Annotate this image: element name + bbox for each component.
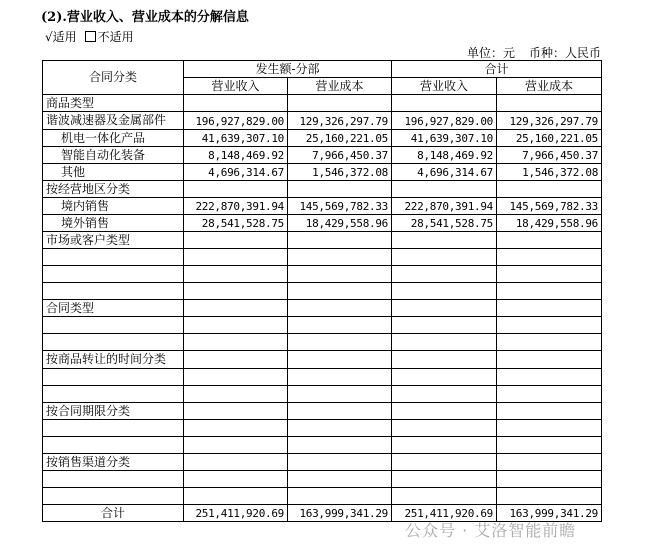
value-cell bbox=[497, 454, 602, 471]
row-label: 市场或客户类型 bbox=[43, 232, 184, 249]
table-row bbox=[43, 420, 602, 437]
value-cell: 222,870,391.94 bbox=[184, 198, 288, 215]
subcol-header: 营业收入 bbox=[392, 78, 497, 95]
value-cell bbox=[497, 95, 602, 112]
subcol-header: 营业成本 bbox=[288, 78, 392, 95]
value-cell bbox=[184, 249, 288, 266]
value-cell bbox=[184, 95, 288, 112]
table-row bbox=[43, 334, 602, 351]
row-label: 合同类型 bbox=[43, 300, 184, 317]
value-cell bbox=[497, 317, 602, 334]
value-cell: 28,541,528.75 bbox=[392, 215, 497, 232]
value-cell bbox=[497, 437, 602, 454]
value-cell bbox=[497, 232, 602, 249]
value-cell bbox=[288, 232, 392, 249]
row-label bbox=[43, 420, 184, 437]
value-cell bbox=[184, 369, 288, 386]
table-row bbox=[43, 454, 602, 471]
value-cell: 4,696,314.67 bbox=[184, 164, 288, 181]
value-cell bbox=[184, 266, 288, 283]
row-label: 合计 bbox=[43, 505, 184, 522]
value-cell bbox=[288, 369, 392, 386]
value-cell bbox=[184, 181, 288, 198]
unit-line bbox=[467, 44, 601, 61]
unit-label: 单位：元 bbox=[466, 46, 515, 60]
value-cell bbox=[392, 300, 497, 317]
value-cell: 28,541,528.75 bbox=[184, 215, 288, 232]
table-row bbox=[43, 369, 602, 386]
contract-class-header: 合同分类 bbox=[43, 61, 184, 95]
table-row bbox=[43, 215, 602, 232]
value-cell bbox=[392, 283, 497, 300]
value-cell bbox=[497, 488, 602, 505]
value-cell: 25,160,221.05 bbox=[288, 130, 392, 147]
value-cell: 163,999,341.29 bbox=[497, 505, 602, 522]
value-cell bbox=[497, 403, 602, 420]
row-label: 按销售渠道分类 bbox=[43, 454, 184, 471]
watermark: 公众号 · 艾洛智能前瞻 bbox=[405, 521, 577, 540]
value-cell bbox=[497, 471, 602, 488]
value-cell: 196,927,829.00 bbox=[392, 112, 497, 130]
value-cell: 1,546,372.08 bbox=[288, 164, 392, 181]
value-cell bbox=[392, 266, 497, 283]
row-label: 谐波减速器及金属部件 bbox=[43, 112, 184, 130]
value-cell bbox=[497, 249, 602, 266]
table-row bbox=[43, 403, 602, 420]
value-cell bbox=[288, 95, 392, 112]
value-cell bbox=[392, 232, 497, 249]
table-row bbox=[43, 198, 602, 215]
value-cell bbox=[184, 420, 288, 437]
table-row bbox=[43, 112, 602, 130]
value-cell: 129,326,297.79 bbox=[288, 112, 392, 130]
value-cell bbox=[392, 351, 497, 369]
row-label bbox=[43, 334, 184, 351]
value-cell bbox=[392, 386, 497, 403]
value-cell bbox=[392, 95, 497, 112]
table-row bbox=[43, 317, 602, 334]
value-cell bbox=[288, 386, 392, 403]
value-cell bbox=[184, 403, 288, 420]
value-cell bbox=[288, 334, 392, 351]
value-cell bbox=[288, 437, 392, 454]
value-cell bbox=[497, 386, 602, 403]
table-row bbox=[43, 488, 602, 505]
segment-group-header: 发生额-分部 bbox=[184, 61, 392, 78]
row-label: 境内销售 bbox=[43, 198, 184, 215]
value-cell bbox=[392, 420, 497, 437]
value-cell bbox=[392, 369, 497, 386]
total-group-header: 合计 bbox=[392, 61, 602, 78]
value-cell bbox=[184, 334, 288, 351]
value-cell bbox=[392, 249, 497, 266]
table-row bbox=[43, 283, 602, 300]
currency-label: 币种：人民币 bbox=[528, 46, 601, 60]
row-label: 按经营地区分类 bbox=[43, 181, 184, 198]
value-cell bbox=[497, 351, 602, 369]
value-cell bbox=[392, 317, 497, 334]
subcol-header: 营业收入 bbox=[184, 78, 288, 95]
value-cell: 18,429,558.96 bbox=[288, 215, 392, 232]
value-cell: 8,148,469.92 bbox=[392, 147, 497, 164]
value-cell bbox=[184, 386, 288, 403]
table-row bbox=[43, 164, 602, 181]
value-cell bbox=[288, 181, 392, 198]
value-cell: 129,326,297.79 bbox=[497, 112, 602, 130]
row-label: 按商品转让的时间分类 bbox=[43, 351, 184, 369]
value-cell: 4,696,314.67 bbox=[392, 164, 497, 181]
value-cell: 8,148,469.92 bbox=[184, 147, 288, 164]
value-cell bbox=[184, 317, 288, 334]
table-row bbox=[43, 147, 602, 164]
value-cell bbox=[392, 437, 497, 454]
table-row bbox=[43, 437, 602, 454]
value-cell: 163,999,341.29 bbox=[288, 505, 392, 522]
value-cell bbox=[497, 334, 602, 351]
row-label: 境外销售 bbox=[43, 215, 184, 232]
value-cell: 18,429,558.96 bbox=[497, 215, 602, 232]
value-cell bbox=[288, 249, 392, 266]
not-applicable-label: 不适用 bbox=[97, 30, 134, 44]
table-row bbox=[43, 249, 602, 266]
table-row bbox=[43, 130, 602, 147]
value-cell: 41,639,307.10 bbox=[184, 130, 288, 147]
value-cell: 25,160,221.05 bbox=[497, 130, 602, 147]
value-cell: 41,639,307.10 bbox=[392, 130, 497, 147]
value-cell: 251,411,920.69 bbox=[184, 505, 288, 522]
value-cell: 222,870,391.94 bbox=[392, 198, 497, 215]
value-cell: 7,966,450.37 bbox=[497, 147, 602, 164]
table-row bbox=[43, 266, 602, 283]
value-cell bbox=[184, 471, 288, 488]
row-label bbox=[43, 471, 184, 488]
row-label: 机电一体化产品 bbox=[43, 130, 184, 147]
table-row bbox=[43, 351, 602, 369]
row-label bbox=[43, 386, 184, 403]
table-row bbox=[43, 386, 602, 403]
applicability-line bbox=[45, 28, 134, 45]
value-cell: 251,411,920.69 bbox=[392, 505, 497, 522]
section-heading: (2).营业收入、营业成本的分解信息 bbox=[41, 10, 249, 25]
value-cell bbox=[184, 351, 288, 369]
row-label: 按合同期限分类 bbox=[43, 403, 184, 420]
value-cell bbox=[288, 454, 392, 471]
value-cell bbox=[497, 181, 602, 198]
value-cell: 1,546,372.08 bbox=[497, 164, 602, 181]
value-cell bbox=[288, 351, 392, 369]
value-cell bbox=[184, 300, 288, 317]
row-label bbox=[43, 283, 184, 300]
value-cell bbox=[392, 471, 497, 488]
value-cell bbox=[184, 232, 288, 249]
row-label bbox=[43, 488, 184, 505]
value-cell bbox=[497, 420, 602, 437]
value-cell bbox=[497, 283, 602, 300]
value-cell bbox=[184, 437, 288, 454]
row-label: 商品类型 bbox=[43, 95, 184, 112]
value-cell bbox=[392, 454, 497, 471]
row-label bbox=[43, 249, 184, 266]
value-cell bbox=[288, 403, 392, 420]
table-header-row bbox=[43, 61, 602, 78]
value-cell: 145,569,782.33 bbox=[288, 198, 392, 215]
value-cell bbox=[288, 317, 392, 334]
row-label bbox=[43, 266, 184, 283]
value-cell bbox=[288, 471, 392, 488]
table-row bbox=[43, 95, 602, 112]
value-cell bbox=[392, 334, 497, 351]
value-cell bbox=[288, 488, 392, 505]
value-cell bbox=[497, 369, 602, 386]
revenue-breakdown-table bbox=[42, 60, 602, 522]
table-body bbox=[43, 95, 602, 522]
value-cell bbox=[288, 283, 392, 300]
row-label bbox=[43, 437, 184, 454]
table-row bbox=[43, 471, 602, 488]
row-label bbox=[43, 317, 184, 334]
table-row bbox=[43, 181, 602, 198]
value-cell: 7,966,450.37 bbox=[288, 147, 392, 164]
row-label bbox=[43, 369, 184, 386]
value-cell bbox=[288, 300, 392, 317]
value-cell bbox=[288, 266, 392, 283]
value-cell bbox=[184, 283, 288, 300]
value-cell bbox=[392, 181, 497, 198]
applicable-check: √适用 bbox=[45, 30, 77, 44]
row-label: 智能自动化装备 bbox=[43, 147, 184, 164]
table-row bbox=[43, 232, 602, 249]
value-cell bbox=[288, 420, 392, 437]
row-label: 其他 bbox=[43, 164, 184, 181]
value-cell bbox=[497, 266, 602, 283]
value-cell bbox=[392, 488, 497, 505]
subcol-header: 营业成本 bbox=[497, 78, 602, 95]
value-cell: 196,927,829.00 bbox=[184, 112, 288, 130]
not-applicable-checkbox bbox=[85, 31, 96, 42]
value-cell bbox=[184, 488, 288, 505]
value-cell: 145,569,782.33 bbox=[497, 198, 602, 215]
value-cell bbox=[184, 454, 288, 471]
table-row bbox=[43, 300, 602, 317]
value-cell bbox=[497, 300, 602, 317]
value-cell bbox=[392, 403, 497, 420]
